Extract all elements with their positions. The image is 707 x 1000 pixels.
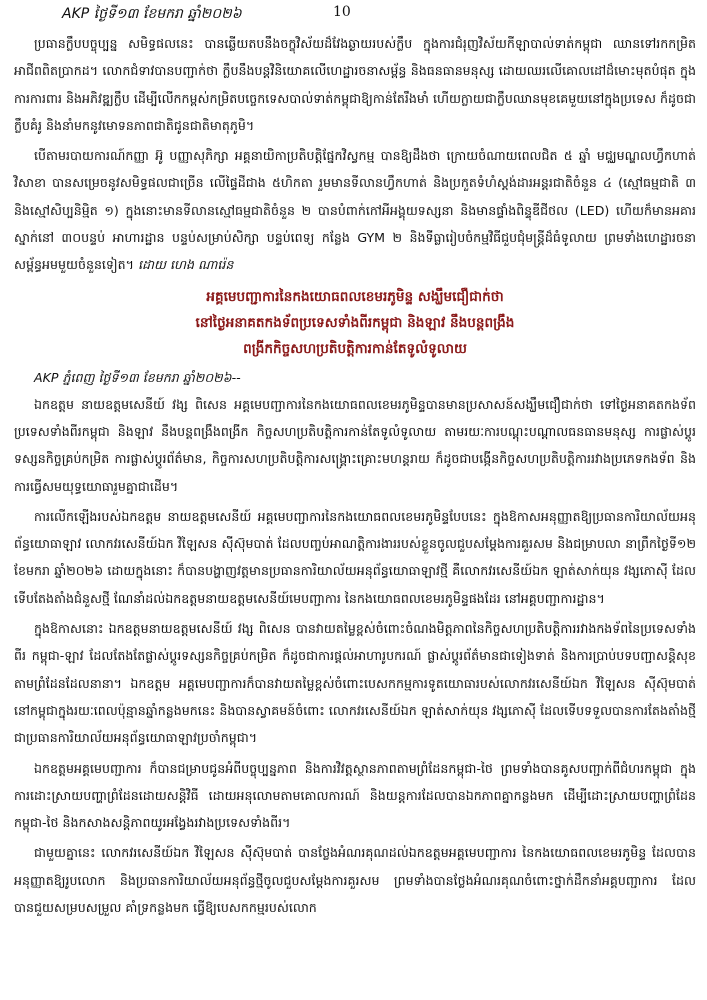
headline-line-3: ពង្រីកកិច្ចសហប្រតិបត្តិការកាន់តែទូលំទូលាយ (243, 340, 467, 357)
page-content (14, 30, 696, 924)
article1-byline: ដោយ ហេង ណារ៉េន (138, 257, 234, 273)
article2-paragraph-2: ការលើកឡើងរបស់ឯកឧត្តម នាយឧត្តមសេនីយ៍ អគ្គមេបញ្ជាការនៃកងយោធពលខេមរភូមិន្ទបែបនេះ ក្នុងឱកាសអនុញ្ញាតឱ្យប្រធានការិយាល័យអនុព័ន្ធយោធាឡាវ លោកវរសេនីយ៍ឯក វិឡៃសន ស៊ីស៊ុមបាត់ ដែលបញ្ចប់អាណត្តិការងាររបស់ខ្លួនចូលជួបសម្តែងការគួរសម និងជម្រាបលា នាព្រឹកថ្ងៃទី១២ ខែមករា ឆ្នាំ២០២៦ ដោយក្នុងនោះ ក៏បានបង្ហាញវត្តមានប្រធានការិយាល័យអនុព័ន្ធយោធាឡាវថ្មី គឺលោកវរសេនីយ៍ឯក ឡាត់សាក់យុន វង្សភោស៊ី ដែលទើបតែងតាំងជំនួសថ្មី ណែនាំដល់ឯកឧត្តមនាយឧត្តមសេនីយ៍មេបញ្ជាការ នៃកងយោធពលខេមរភូមិន្ទផងដែរ នៅអគ្គបញ្ជាការដ្ឋាន។ (14, 508, 696, 606)
headline-line-1: អគ្គមេបញ្ជាការនៃកងយោធពលខេមរភូមិន្ទ សង្ឃឹមជឿជាក់ថា (206, 288, 504, 305)
article2-paragraph-5: ជាមួយគ្នានេះ លោកវរសេនីយ៍ឯក វិឡៃសន ស៊ីស៊ុមបាត់ បានថ្លែងអំណរគុណដល់ឯកឧត្តមអគ្គមេបញ្ជាការ នៃកងយោធពលខេមរភូមិន្ទ ដែលបានអនុញ្ញាតឱ្យរូបលោក និងប្រធានការិយាល័យអនុព័ន្ធថ្មីចូលជួបសម្តែងការគួរសម ព្រមទាំងបានថ្លែងអំណរគុណចំពោះថ្នាក់ដឹកនាំអគ្គបញ្ជាការ ដែលបានជួយសម្របសម្រួល គាំទ្រកន្លងមក ធ្វើឱ្យបេសកកម្មរបស់លោក (14, 845, 696, 916)
article2-paragraph-3: ក្នុងឱកាសនោះ ឯកឧត្តមនាយឧត្តមសេនីយ៍ វង្ស ពិសេន បានវាយតម្លៃខ្ពស់ចំពោះចំណងមិត្តភាពនៃកិច្ចសហប្រតិបត្តិការរវាងកងទ័ពនៃប្រទេសទាំងពីរ កម្ពុជា-ឡាវ ដែលតែងតែផ្លាស់ប្តូរទស្សនកិច្ចគ្រប់កម្រិត ក៏ដូចជាការផ្តល់អាហារូបករណ៍ ផ្លាស់ប្តូរព័ត៌មានជាទៀងទាត់ និងការប្រាប់បទបញ្ជាសន្តិសុខតាមព្រំដែនដែលនានា។ ឯកឧត្តម អគ្គមេបញ្ជាការក៏បានវាយតម្លៃខ្ពស់ចំពោះបេសកកម្មការទូតយោធារបស់លោកវរសេនីយ៍ឯក វិឡៃសន ស៊ីស៊ុមបាត់ នៅកម្ពុជាក្នុងរយៈពេលប៉ុន្មានឆ្នាំកន្លងមកនេះ និងបានស្វាគមន៍ចំពោះ លោកវរសេនីយ៍ឯក ឡាត់សាក់យុន វង្សភោស៊ី ដែលទើបទទួលបានការតែងតាំងថ្មី ជាប្រធានការិយាល័យអនុព័ន្ធយោធាឡាវប្រចាំកម្ពុជា។ (14, 621, 696, 746)
headline-line-2: នៅថ្ងៃអនាគតកងទ័ពប្រទេសទាំងពីរកម្ពុជា និងឡាវ នឹងបន្តពង្រឹង (195, 314, 515, 331)
page-number: 10 (333, 4, 351, 20)
article2-paragraph-4: ឯកឧត្តមអគ្គមេបញ្ជាការ ក៏បានជម្រាបជូនអំពីបច្ចុប្បន្នភាព និងការវិវត្តស្ថានភាពតាមព្រំដែនកម្ពុជា-ថៃ ព្រមទាំងបានគូសបញ្ជាក់ពីជំហរកម្ពុជា ក្នុងការដោះស្រាយបញ្ហាព្រំដែនដោយសន្តិវិធី ដោយអនុលោមតាមគោលការណ៍ និងយន្តការដែលបានឯកភាពគ្នាកន្លងមក ដើម្បីដោះស្រាយបញ្ហាព្រំដែនកម្ពុជា-ថៃ និងកសាងសន្តិភាពយូរអង្វែងរវាងប្រទេសទាំងពីរ។ (14, 760, 696, 831)
article2-paragraph-1: ឯកឧត្តម នាយឧត្តមសេនីយ៍ វង្ស ពិសេន អគ្គមេបញ្ជាការនៃកងយោធពលខេមរភូមិន្ទបានមានប្រសាសន៍សង្ឃឹមជឿជាក់ថា ទៅថ្ងៃអនាគតកងទ័ពប្រទេសទាំងពីរកម្ពុជា និងឡាវ នឹងបន្តពង្រឹងពង្រីក កិច្ចសហប្រតិបត្តិការកាន់តែទូលំទូលាយ តាមរយៈការបណ្តុះបណ្តាលធនធានមនុស្ស ការផ្លាស់ប្តូរទស្សនកិច្ចគ្រប់កម្រិត ការផ្លាស់ប្តូរព័ត៌មាន, កិច្ចការសហប្រតិបត្តិការសង្គ្រោះគ្រោះមហន្តរាយ ក៏ដូចជាបង្កើនកិច្ចសហប្រតិបត្តិការរវាងប្រភេទកងទ័ព និងការធ្វើសមយុទ្ធយោធារួមគ្នាជាដើម។ (14, 396, 696, 494)
header-date: AKP ថ្ងៃទី១៣ ខែមករា ឆ្នាំ២០២៦ (62, 6, 242, 22)
article1-paragraph-2 (14, 142, 696, 278)
article1-paragraph-1: ប្រធានក្លឹបបច្ចុប្បន្ន សមិទ្ធផលនេះ បានឆ្លើយតបនឹងចក្ខុវិស័យដ៏វែងឆ្ងាយរបស់ក្លឹប ក្នុងការជំរុញវិស័យកីឡាបាល់ទាត់កម្ពុជា ឈានទៅរកកម្រិតអាជីពពិតប្រាកដ។ លោកជំទាវបានបញ្ជាក់ថា ក្លឹបនឹងបន្តវិនិយោគលើហេដ្ឋារចនាសម្ព័ន្ធ និងធនធានមនុស្ស ដោយឈរលើគោលដៅដ៏មោះមុតបំផុត ក្នុងការការពារ និងអភិវឌ្ឍក្លឹប ដើម្បីលើកកម្ពស់កម្រិតបច្ចេកទេសបាល់ទាត់កម្ពុជាឱ្យកាន់តែរឹងមាំ ហើយក្លាយជាក្លឹបឈានមុខគេមួយនៅក្នុងប្រទេស ក៏ដូចជាក្លឹបគំរូ និងនាំមកនូវមោទនភាពជាតិជូនជាតិមាតុភូមិ។ (14, 36, 696, 133)
article2-headline (14, 284, 696, 362)
article1-paragraph-2-text: បើតាមរបាយការណ៍កញ្ញា អ៊ូ បញ្ញាសុភិក្សា អគ្គនាយិកាប្រតិបត្តិផ្នែកវិស្វកម្ម បានឱ្យដឹងថា ក្រោយចំណាយពេលជិត ៥ ឆ្នាំ មជ្ឈមណ្ឌលហ្វឹកហាត់ វិសាខា បានសម្រេចនូវសមិទ្ធផលជាច្រើន លើផ្ទៃដីជាង ៥ហិកតា រួមមានទីលានហ្វឹកហាត់ និងប្រកួតទំហំស្តង់ដារអន្តរជាតិចំនួន ៤ (ស្មៅធម្មជាតិ ៣ និងស្មៅសិប្បនិម្មិត ១) ក្នុងនោះមានទីលានស្មៅធម្មជាតិចំនួន ២ បានបំពាក់កៅអីអង្គុយទស្សនា និងមានផ្ទាំងពិន្ទុឌីជីថល (LED) ហើយក៏មានអគារស្នាក់នៅ ៣០បន្ទប់ អាហារដ្ឋាន បន្ទប់សម្រាប់សិក្សា បន្ទប់ពេទ្យ កន្លែង GYM ២ និងទីធ្លារៀបចំកម្មវិធីជួបជុំមន្ត្រីដ៏ធំទូលាយ ព្រមទាំងហេដ្ឋារចនាសម្ព័ន្ធអមមួយចំនួនទៀត។ (14, 148, 696, 273)
page-header (0, 4, 707, 24)
article-continued (14, 30, 696, 279)
article2-dateline: AKP ភ្នំពេញ ថ្ងៃទី១៣ ខែមករា ឆ្នាំ២០២៦-- (34, 369, 241, 385)
article-laos-cooperation (14, 284, 696, 922)
